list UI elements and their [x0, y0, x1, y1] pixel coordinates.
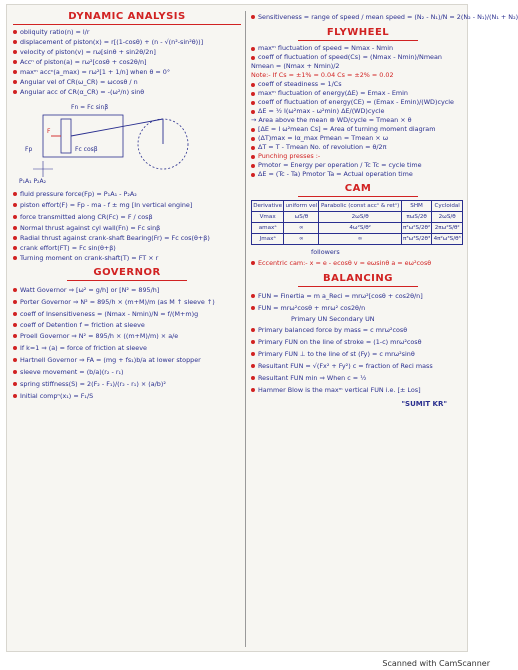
- note-line: Hartnell Governor ⇒ FA = (mg + fs₁)b/a at lower stopper: [13, 354, 241, 366]
- pressure-area-label: P₁A₁ P₂A₂: [19, 178, 46, 185]
- table-row: [252, 223, 463, 234]
- bullet-icon: [251, 352, 255, 356]
- table-cell: Jmaxᵃ: [252, 234, 284, 245]
- bullet-icon: [251, 101, 255, 105]
- notes-sheet: [6, 4, 518, 652]
- table-cell: 2ωS/θ: [319, 212, 401, 223]
- table-row: [252, 212, 463, 223]
- note-line: coeff of fluctuation of energy(CE) = (Emax - Emin)/(WD)cycle: [251, 98, 465, 107]
- bullet-icon: [251, 83, 255, 87]
- note-line: If k=1 ⇒ (a) = force of friction at sleeve: [13, 342, 241, 354]
- note-line: Turning moment on crank-shaft(T) = FT × r: [13, 253, 241, 263]
- note-line: Sensitiveness = range of speed / mean speed = (N₂ - N₁)/N = 2(N₂ - N₁)/(N₁ + N₂): [251, 11, 465, 23]
- note-line: Pmotor = Energy per operation / Tc Tc = cycle time: [251, 161, 465, 170]
- note-line: Nmean = (Nmax + Nmin)/2: [251, 62, 340, 70]
- note-line: obliquity ratio(n) = l/r: [13, 27, 241, 37]
- bullet-icon: [13, 334, 17, 338]
- note-line: → Area above the mean ⊛ WD/cycle = Tmean × θ: [251, 116, 412, 124]
- bullet-icon: [251, 56, 255, 60]
- bullet-icon: [13, 192, 17, 196]
- table-header-cell: Derivative: [252, 201, 284, 212]
- note-line: FUN = mrω²cosθ + mrω² cos2θ/n: [251, 302, 465, 314]
- table-cell: 2πω²S/θ²: [432, 223, 463, 234]
- left-column: [13, 11, 241, 402]
- note-line: crank effort(FT) = Fc sin(θ+β): [13, 243, 241, 253]
- bullet-icon: [13, 256, 17, 260]
- note-line: Primary FUN ⊥ to the line of st (Fy) = c mrω²sinθ: [251, 348, 465, 360]
- piston-shape: [61, 119, 71, 153]
- scanner-footer: Scanned with CamScanner: [382, 659, 490, 668]
- bullet-icon: [251, 164, 255, 168]
- table-cell: 2ωS/θ: [432, 212, 463, 223]
- note-line: maxᵐ fluctuation of speed = Nmax - Nmin: [251, 44, 465, 53]
- note-line: Angular vel of CR(ω_CR) = ωcosθ / n: [13, 77, 241, 87]
- table-cell: ∞: [284, 234, 319, 245]
- note-line: (ΔT)max = Iα_max Pmean = Tmean × ω: [251, 134, 465, 143]
- cam-title: CAM: [298, 183, 418, 197]
- slider-crank-svg: [13, 99, 241, 187]
- bullet-icon: [251, 137, 255, 141]
- right-column: [251, 11, 518, 408]
- note-line: Porter Governor ⇒ N² = 895/h × (m+M)/m (as M ↑ sleeve ↑): [13, 296, 241, 308]
- note-line: Watt Governor ⇒ [ω² = g/h] or [N² = 895/h]: [13, 284, 241, 296]
- note-line: Primary balanced force by mass = c mrω²cosθ: [251, 324, 465, 336]
- note-line: coeff of fluctuation of speed(Cs) = (Nmax - Nmin)/Nmean: [251, 53, 465, 62]
- note-line: fluid pressure force(Fp) = P₁A₁ - P₂A₂: [13, 189, 241, 199]
- bullet-icon: [13, 358, 17, 362]
- bullet-icon: [13, 30, 17, 34]
- bullet-icon: [13, 370, 17, 374]
- bullet-icon: [251, 128, 255, 132]
- bullet-icon: [13, 215, 17, 219]
- table-cell: ∞: [284, 223, 319, 234]
- bullet-icon: [13, 203, 17, 207]
- note-line: coeff of Insensitiveness = (Nmax - Nmin)/N = f/(M+m)g: [13, 308, 241, 320]
- bullet-icon: [13, 382, 17, 386]
- table-cell: ωS/θ: [284, 212, 319, 223]
- note-line: displacement of piston(x) = r[(1-cosθ) + (n - √(n²-sin²θ))]: [13, 37, 241, 47]
- note-line: Eccentric cam:- x = e - ecosθ v = eωsinθ a = eω²cosθ: [251, 257, 465, 269]
- note-line: Primary UN Secondary UN: [291, 315, 375, 323]
- note-line: Resultant FUN = √(Fx² + Fy²) c = fraction of Reci mass: [251, 360, 465, 372]
- bullet-icon: [13, 246, 17, 250]
- cam-derivative-table: [251, 200, 463, 245]
- note-line: ΔT = T - Tmean No. of revolution = θ/2π: [251, 143, 465, 152]
- note-line: velocity of piston(v) = rω[sinθ + sin2θ/2n]: [13, 47, 241, 57]
- table-header-cell: Cycloidal: [432, 201, 463, 212]
- piston-force-label: F: [47, 128, 51, 135]
- note-line: FUN = Finertia = m a_Reci = mrω²[cosθ + cos2θ/n]: [251, 290, 465, 302]
- bullet-icon: [13, 60, 17, 64]
- bullet-icon: [251, 110, 255, 114]
- note-line: maxᵐ accⁿ(a_max) = rω²[1 + 1/n] when θ = 0°: [13, 67, 241, 77]
- bullet-icon: [13, 312, 17, 316]
- table-cell: amaxᵃ: [252, 223, 284, 234]
- table-cell: 4ω²S/θ²: [319, 223, 401, 234]
- note-line: maxᵐ fluctuation of energy(ΔE) = Emax - Emin: [251, 89, 465, 98]
- note-line: coeff of Detention f = friction at sleeve: [13, 320, 241, 330]
- note-line: Accⁿ of piston(a) = rω²[cosθ + cos2θ/n]: [13, 57, 241, 67]
- bullet-icon: [13, 80, 17, 84]
- note-line: piston effort(F) = Fp - ma - f ± mg [In vertical engine]: [13, 199, 241, 211]
- table-cell: πωS/2θ: [401, 212, 432, 223]
- column-divider: [245, 11, 246, 647]
- table-header-row: [252, 201, 463, 212]
- bullet-icon: [13, 236, 17, 240]
- table-cell: 4π²ω³S/θ³: [432, 234, 463, 245]
- bullet-icon: [251, 328, 255, 332]
- note-line: Proell Governor ⇒ N² = 895/h × ((m+M)/m) × a/e: [13, 330, 241, 342]
- bullet-icon: [13, 40, 17, 44]
- flywheel-title: FLYWHEEL: [298, 27, 418, 41]
- note-line: coeff of steadiness = 1/Cs: [251, 80, 465, 89]
- bullet-icon: [13, 226, 17, 230]
- table-cell: Vmax: [252, 212, 284, 223]
- note-line: followers: [311, 248, 340, 256]
- dynamic-analysis-title: DYNAMIC ANALYSIS: [13, 11, 241, 25]
- bullet-icon: [251, 92, 255, 96]
- bullet-icon: [251, 294, 255, 298]
- note-line: Initial compⁿ(x₁) = F₁/S: [13, 390, 241, 402]
- note-line: Radial thrust against crank-shaft Bearing(Fr) = Fc cos(θ+β): [13, 233, 241, 243]
- bullet-icon: [251, 340, 255, 344]
- note-line: Note:- If Cs = ±1% = 0.04 Cs = ±2% = 0.02: [251, 71, 394, 79]
- bullet-icon: [13, 346, 17, 350]
- force-cos-label: Fc cosβ: [75, 146, 98, 153]
- note-line: Resultant FUN min ⇒ When c = ½: [251, 372, 465, 384]
- note-line: spring stiffness(S) = 2(F₂ - F₁)/(r₂ - r₁) × (a/b)²: [13, 378, 241, 390]
- note-line: Angular acc of CR(α_CR) = -(ω²/n) sinθ: [13, 87, 241, 97]
- table-header-cell: Parabolic (const accⁿ & retⁿ): [319, 201, 401, 212]
- balancing-title: BALANCING: [298, 273, 418, 287]
- bullet-icon: [251, 388, 255, 392]
- note-line: ΔE = ½ I(ω²max - ω²min) ΔE/(WD)cycle: [251, 107, 465, 116]
- bullet-icon: [251, 261, 255, 265]
- note-line: [ΔE = I ω²mean Cs] = Area of turning moment diagram: [251, 125, 465, 134]
- note-line: Normal thrust against cyl wall(Fn) = Fc sinβ: [13, 223, 241, 233]
- bullet-icon: [13, 90, 17, 94]
- bullet-icon: [251, 146, 255, 150]
- table-header-cell: uniform vel: [284, 201, 319, 212]
- bullet-icon: [251, 364, 255, 368]
- bullet-icon: [13, 394, 17, 398]
- table-header-cell: SHM: [401, 201, 432, 212]
- bullet-icon: [251, 306, 255, 310]
- bullet-icon: [251, 173, 255, 177]
- bullet-icon: [251, 47, 255, 51]
- bullet-icon: [13, 323, 17, 327]
- note-line: ΔE = (Tc - Ta) Pmotor Ta = Actual operation time: [251, 170, 465, 179]
- note-line: Punching presses :-: [251, 152, 465, 161]
- bullet-icon: [13, 288, 17, 292]
- note-line: force transmitted along CR(Fc) = F / cosβ: [13, 211, 241, 223]
- governor-title: GOVERNOR: [67, 267, 187, 281]
- author-signature: "SUMIT KR": [401, 400, 447, 408]
- bullet-icon: [13, 300, 17, 304]
- table-cell: π³ω³S/2θ³: [401, 234, 432, 245]
- bullet-icon: [251, 155, 255, 159]
- bullet-icon: [251, 376, 255, 380]
- note-line: sleeve movement = (b/a)(r₂ - r₁): [13, 366, 241, 378]
- table-cell: π²ω²S/2θ²: [401, 223, 432, 234]
- note-line: Hammer Blow is the maxᵐ vertical FUN i.e. [± Los]: [251, 384, 465, 396]
- table-row: [252, 234, 463, 245]
- bullet-icon: [13, 50, 17, 54]
- slider-crank-diagram: [13, 99, 241, 187]
- fluid-force-label: Fp: [25, 146, 33, 153]
- note-line: Primary FUN on the line of stroke = (1-c) mrω²cosθ: [251, 336, 465, 348]
- connecting-rod-line: [71, 119, 163, 136]
- bullet-icon: [251, 15, 255, 19]
- normal-force-label: Fn = Fc sinβ: [71, 104, 109, 111]
- bullet-icon: [13, 70, 17, 74]
- table-cell: ∞: [319, 234, 401, 245]
